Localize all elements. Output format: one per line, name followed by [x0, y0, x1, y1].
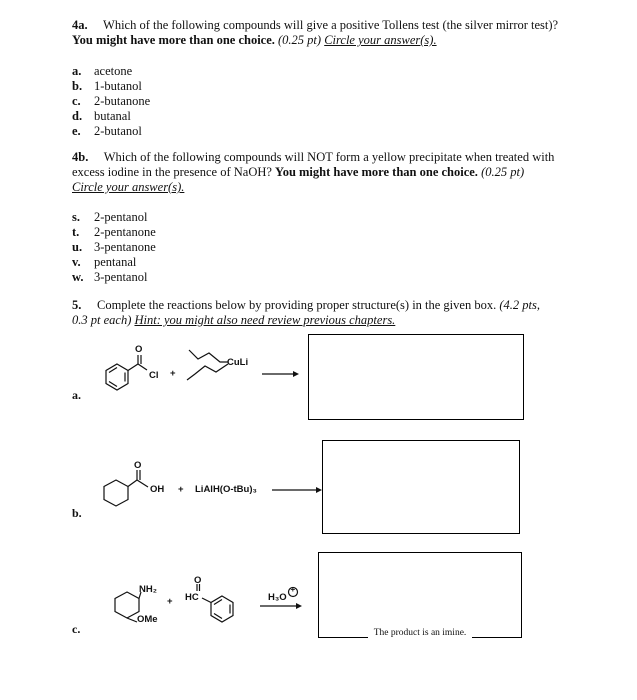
cuprate-chain-upper [189, 350, 228, 362]
question-text-line1: Which of the following compounds will NOT form a yellow precipitate when treated with [103, 150, 555, 164]
aldehyde-label: HC [185, 592, 199, 603]
question-instruction: You might have more than one choice. [72, 33, 275, 47]
answer-box-a[interactable] [308, 334, 524, 420]
cuprate-label: CuLi [227, 357, 249, 368]
acyl-chain-a [128, 364, 147, 371]
option-4b-v[interactable]: v. pentanal [72, 255, 137, 269]
product-note-text: The product is an imine. [368, 628, 473, 638]
question-number: 4b. [72, 150, 89, 164]
acid-reagent-label: H₃O [268, 592, 287, 603]
option-4a-b[interactable]: b. 1-butanol [72, 79, 142, 93]
benzene-ring-a [106, 364, 128, 390]
question-text-line2: excess iodine in the presence of NaOH? [72, 165, 272, 179]
question-instruction: You might have more than one choice. [275, 165, 478, 179]
option-4b-w[interactable]: w. 3-pentanol [72, 270, 148, 284]
reaction-label-c: c. [72, 622, 81, 636]
hydroxyl-label: OH [150, 484, 165, 495]
product-note [319, 628, 521, 638]
question-number: 4a. [72, 18, 88, 32]
question-points-1: (4.2 pts, [499, 298, 540, 312]
question-points: (0.25 pt) [278, 33, 322, 47]
acid-chain-b [128, 480, 148, 487]
amine-label: NH₂ [139, 584, 157, 595]
question-points: (0.25 pt) [481, 165, 525, 179]
reaction-label-b: b. [72, 506, 82, 520]
question-hint: Hint: you might also need review previous chapters. [134, 313, 396, 327]
option-4b-t[interactable]: t. 2-pentanone [72, 225, 156, 239]
answer-box-c[interactable] [318, 552, 522, 638]
circle-instruction: Circle your answer(s). [324, 33, 437, 47]
plus-sign-a: + [170, 368, 176, 379]
question-points-2: 0.3 pt each) [72, 313, 132, 327]
reducing-agent-label: LiAlH(O-tBu)₃ [195, 484, 257, 495]
option-4a-c[interactable]: c. 2-butanone [72, 94, 151, 108]
oxygen-label-a: O [135, 344, 143, 355]
methoxy-label: OMe [137, 614, 158, 625]
charge-sign: + [290, 585, 296, 594]
option-4b-s[interactable]: s. 2-pentanol [72, 210, 148, 224]
plus-sign-c: + [167, 596, 173, 607]
question-text: Complete the reactions below by providing proper structure(s) in the given box. [97, 298, 497, 312]
reaction-label-a: a. [72, 388, 81, 402]
option-4a-a[interactable]: a. acetone [72, 64, 133, 78]
cuprate-chain-lower [187, 364, 228, 380]
chloride-label: Cl [149, 370, 159, 381]
option-4a-e[interactable]: e. 2-butanol [72, 124, 142, 138]
circle-instruction: Circle your answer(s). [72, 180, 185, 194]
option-4b-u[interactable]: u. 3-pentanone [72, 240, 156, 254]
answer-box-b[interactable] [322, 440, 520, 534]
plus-sign-b: + [178, 484, 184, 495]
oxygen-label-c: O [194, 575, 202, 586]
option-4a-d[interactable]: d. butanal [72, 109, 131, 123]
question-number: 5. [72, 298, 82, 312]
cyclohexane-c [115, 592, 139, 618]
question-text: Which of the following compounds will give a positive Tollens test (the silver mirror test)? [103, 18, 559, 32]
cyclohexane-b [104, 480, 128, 506]
oxygen-label-b: O [134, 460, 142, 471]
